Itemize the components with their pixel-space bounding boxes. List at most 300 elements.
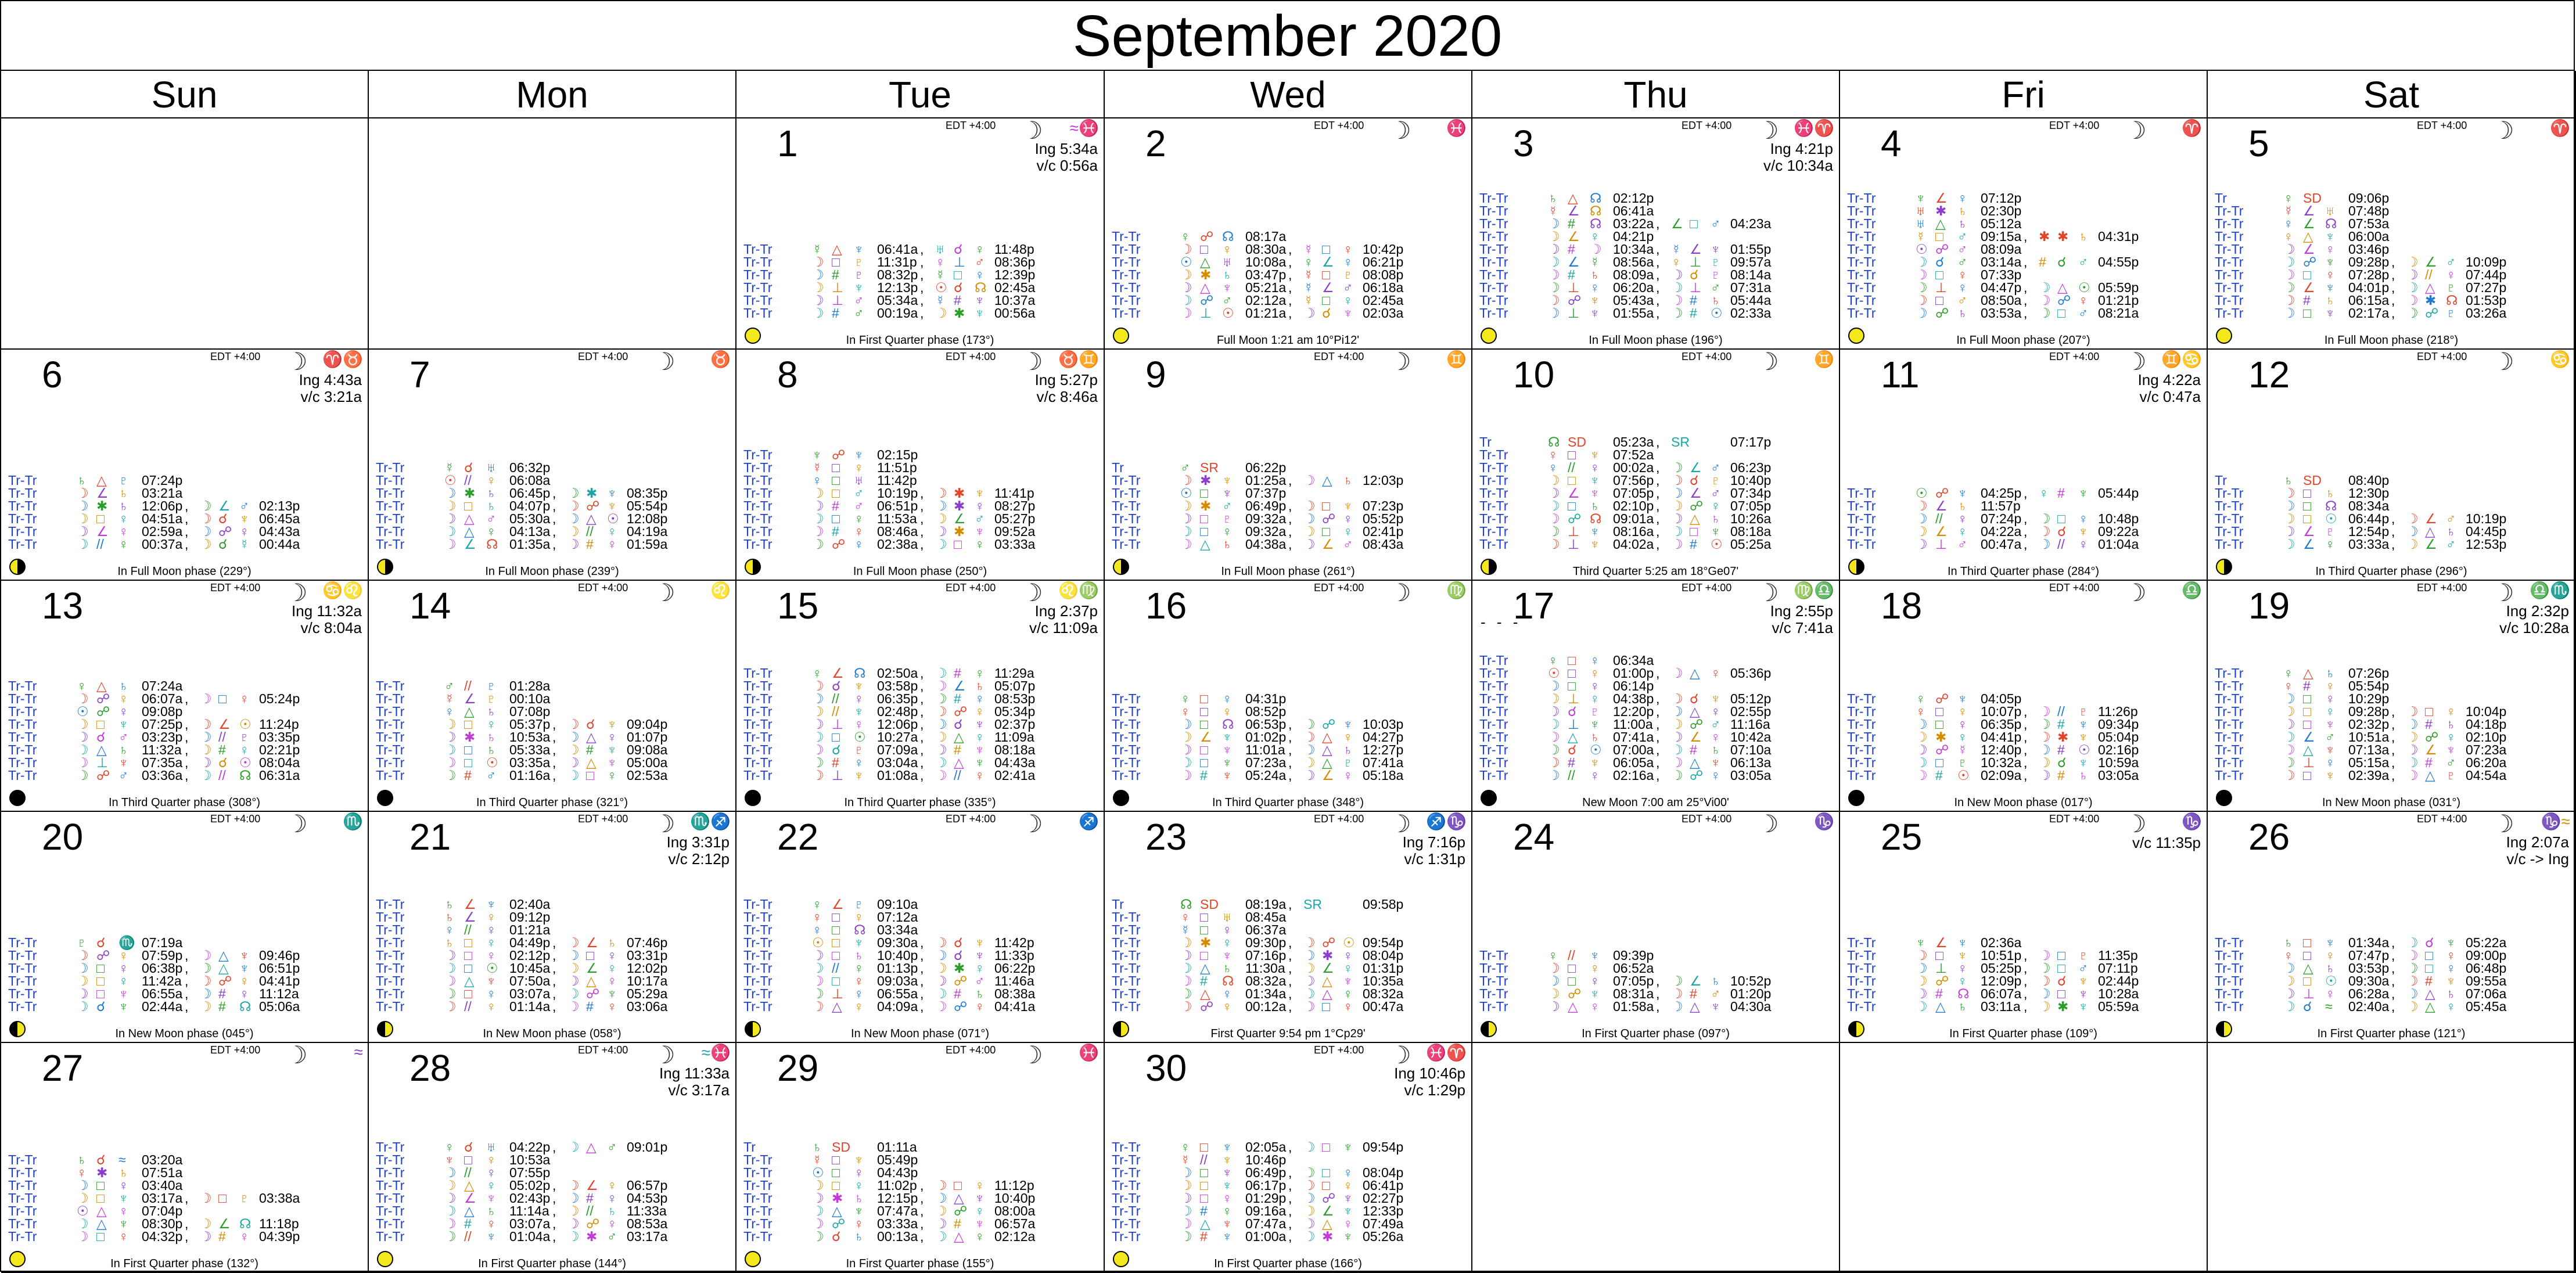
aspect-field: ☽ <box>2039 999 2051 1014</box>
aspect-field: ♀ <box>607 1216 617 1231</box>
aspect-field: ♆ <box>118 999 129 1014</box>
aspect-field: △ <box>832 1203 842 1218</box>
aspect-field: # <box>954 986 961 1001</box>
aspect-field: ♄ <box>2325 293 2336 308</box>
aspect-field: # <box>1568 216 1575 231</box>
aspect-field: ♆ <box>975 305 985 321</box>
void-of-course: v/c 0:47a <box>2139 388 2201 405</box>
aspect-row <box>1479 256 1828 268</box>
aspect-field: □ <box>1690 524 1698 539</box>
aspect-field: , <box>185 729 189 745</box>
aspect-field: ∠ <box>464 537 476 552</box>
aspect-field: ♆ <box>975 948 985 963</box>
ingress-time: Ing 4:22a <box>2137 371 2201 389</box>
aspect-field: ☽ <box>200 999 212 1014</box>
aspect-field: ♀ <box>607 999 617 1014</box>
aspect-row <box>2215 987 2563 1000</box>
aspect-row <box>1847 769 2196 782</box>
aspect-field: ☽ <box>812 486 824 501</box>
aspect-field: 02:40a <box>509 897 551 912</box>
aspect-field: , <box>2024 768 2028 783</box>
aspect-field: △ <box>2425 768 2435 783</box>
aspect-field: Tr-Tr <box>1112 986 1141 1001</box>
edt-label: EDT +4:00 <box>1682 813 1732 825</box>
aspect-field: ♀ <box>1303 254 1314 269</box>
aspect-field: 11:31p <box>877 254 917 269</box>
aspect-field: Tr-Tr <box>1479 190 1508 206</box>
aspect-field: ☌ <box>96 935 106 950</box>
aspect-row <box>2215 256 2563 268</box>
aspect-row <box>8 1230 357 1243</box>
aspect-field: ✱ <box>96 498 108 513</box>
aspect-field: 07:23p <box>1363 498 1404 513</box>
aspect-field: , <box>2024 280 2028 295</box>
aspect-field: ♀ <box>1343 511 1353 526</box>
aspect-field: ☽ <box>1548 305 1560 321</box>
aspect-field: 09:15a <box>1981 229 2022 244</box>
aspect-field: ♀ <box>1180 909 1191 925</box>
moon-glyph-icon: ☽ <box>286 581 308 606</box>
aspect-field: 12:33p <box>1363 1203 1404 1218</box>
aspect-field: ☽ <box>2406 986 2419 1001</box>
aspect-row <box>1479 692 1828 705</box>
aspect-field: ♇ <box>1711 473 1721 488</box>
aspect-field: ♅ <box>854 473 864 488</box>
aspect-field: ☽ <box>1671 498 1683 513</box>
aspect-field: , <box>920 280 924 295</box>
aspect-row <box>1479 461 1828 474</box>
aspect-field: △ <box>1690 666 1700 681</box>
aspect-field: △ <box>832 242 842 257</box>
aspect-row <box>8 679 357 692</box>
aspect-row <box>8 974 357 987</box>
aspect-field: , <box>1288 524 1292 539</box>
aspect-field: ☽ <box>812 305 824 321</box>
aspect-field: ♀ <box>1343 999 1353 1014</box>
aspect-row <box>376 1153 724 1166</box>
aspect-field: Tr-Tr <box>8 1191 37 1206</box>
aspect-field: ♇ <box>2446 305 2456 321</box>
aspect-field: 02:32p <box>2348 717 2390 732</box>
aspect-field: # <box>954 742 961 757</box>
aspect-field: Tr-Tr <box>1847 267 1876 282</box>
day-cell <box>736 812 1105 1043</box>
aspect-row <box>1112 538 1460 551</box>
aspect-field: Tr-Tr <box>2215 704 2244 719</box>
aspect-field: △ <box>832 999 842 1014</box>
aspect-field: ☉ <box>239 755 252 770</box>
aspect-field: ♀ <box>1957 729 1968 745</box>
aspect-field: 09:46p <box>259 948 300 963</box>
aspect-field: 00:10a <box>509 691 551 706</box>
aspect-field: 08:17a <box>1245 229 1287 244</box>
aspect-field: □ <box>1935 755 1943 770</box>
aspect-row <box>743 692 1092 705</box>
aspect-field: ☽ <box>567 768 580 783</box>
aspect-row <box>2215 268 2563 281</box>
aspect-field: ☌ <box>832 678 841 693</box>
moon-glyph-icon: ☽ <box>2492 812 2514 837</box>
moon-glyph-icon: ☽ <box>1021 350 1043 375</box>
aspect-field: ♀ <box>1222 1203 1233 1218</box>
aspect-field: ∠ <box>832 666 844 681</box>
aspect-field: ♀ <box>118 973 129 988</box>
moon-glyph-icon: ☽ <box>1389 118 1411 144</box>
aspect-field: 07:28p <box>2348 267 2390 282</box>
aspect-row <box>1847 204 2196 217</box>
aspect-field: 12:09p <box>1981 973 2022 988</box>
day-number: 6 <box>42 354 63 395</box>
aspect-field: ♀ <box>975 704 985 719</box>
aspect-field: , <box>920 486 924 501</box>
aspect-field: Tr-Tr <box>743 666 773 681</box>
aspect-field: ☉ <box>607 511 619 526</box>
aspect-field: ♄ <box>486 498 497 513</box>
aspect-field: ♂ <box>854 498 864 513</box>
aspect-field: , <box>1656 216 1660 231</box>
aspect-field: Tr-Tr <box>743 486 773 501</box>
aspect-row <box>2215 512 2563 525</box>
phase-text: In Full Moon phase (261°) <box>1221 565 1355 578</box>
aspect-field: , <box>1288 1191 1292 1206</box>
aspect-field: ♆ <box>1957 486 1968 501</box>
aspect-field: Tr-Tr <box>8 1165 37 1180</box>
aspect-field: ☍ <box>1200 293 1214 308</box>
aspect-row <box>2215 499 2563 512</box>
aspect-field: ☍ <box>1200 999 1214 1014</box>
aspect-field: 04:21p <box>1613 229 1654 244</box>
aspect-field: ☽ <box>2283 691 2295 706</box>
aspect-row <box>743 1000 1092 1013</box>
aspect-field: 08:53p <box>994 691 1036 706</box>
aspect-field: 10:27a <box>877 729 918 745</box>
aspect-field: ♀ <box>607 1191 617 1206</box>
aspect-field: ☍ <box>1322 935 1336 950</box>
aspect-field: Tr-Tr <box>743 305 773 321</box>
aspect-field: ♆ <box>2078 729 2089 745</box>
aspect-field: ☌ <box>2057 755 2067 770</box>
aspect-field: 08:08p <box>1363 267 1404 282</box>
aspect-field: Tr-Tr <box>8 1229 37 1244</box>
phase-text: In New Moon phase (045°) <box>115 1027 254 1040</box>
aspect-field: ♀ <box>2325 267 2336 282</box>
aspect-field: 09:32a <box>1245 511 1287 526</box>
aspect-field: ♆ <box>1222 1178 1233 1193</box>
aspect-field: # <box>832 498 839 513</box>
aspect-field: ☽ <box>444 1178 457 1193</box>
aspect-field: ♀ <box>2325 242 2336 257</box>
aspect-field: ♆ <box>1711 691 1721 706</box>
aspect-field: ♄ <box>486 704 497 719</box>
aspect-field: ♄ <box>854 948 864 963</box>
aspect-field: ♆ <box>1957 691 1968 706</box>
aspect-field: ♄ <box>1711 511 1721 526</box>
aspect-field: ♀ <box>2325 948 2336 963</box>
aspect-field: ♀ <box>1180 691 1191 706</box>
aspect-field: // <box>832 691 839 706</box>
aspect-field: □ <box>218 691 227 706</box>
aspect-field: ☽ <box>77 742 89 757</box>
aspect-row <box>1112 923 1460 936</box>
aspect-row <box>8 718 357 731</box>
moon-glyph-icon: ☽ <box>653 581 676 606</box>
aspect-row <box>2215 538 2563 551</box>
weekday-header-tue: Tue <box>736 71 1105 118</box>
aspect-field: ♀ <box>812 473 822 488</box>
aspect-row <box>1847 962 2196 974</box>
aspect-field: 06:35p <box>1981 717 2022 732</box>
aspect-row <box>2215 204 2563 217</box>
aspect-field: ∠ <box>1322 537 1334 552</box>
aspect-field: ♂ <box>1957 537 1968 552</box>
aspect-field: , <box>2024 486 2028 501</box>
aspect-field: Tr-Tr <box>1847 742 1876 757</box>
aspect-field: ∠ <box>1200 729 1212 745</box>
aspect-field: ♀ <box>2283 666 2294 681</box>
aspect-field: ☽ <box>935 691 947 706</box>
aspect-field: ✱ <box>954 305 965 321</box>
aspect-field: ☽ <box>1916 293 1928 308</box>
aspect-row <box>2215 192 2563 204</box>
aspect-field: Tr-Tr <box>1479 254 1508 269</box>
aspect-field: , <box>1288 267 1292 282</box>
aspect-row <box>743 679 1092 692</box>
aspect-field: ♀ <box>118 691 129 706</box>
aspect-field: ♄ <box>77 1152 87 1167</box>
aspect-field: Tr-Tr <box>1479 678 1508 693</box>
aspect-field: Tr-Tr <box>376 1152 405 1167</box>
aspect-field: , <box>920 524 924 539</box>
aspect-field: ☽ <box>1671 973 1683 988</box>
aspect-field: 06:22p <box>1245 460 1287 475</box>
aspect-field: ♆ <box>2325 935 2336 950</box>
aspect-field: ♆ <box>1916 935 1926 950</box>
aspect-field: 04:41a <box>994 999 1036 1014</box>
sign-glyph: ♋♌ <box>322 581 363 599</box>
aspect-field: Tr-Tr <box>1112 498 1141 513</box>
aspect-field: 11:02p <box>877 1178 917 1193</box>
aspect-field: 08:56a <box>1613 254 1654 269</box>
aspect-field: ☽ <box>2283 742 2295 757</box>
day-cell <box>1 118 369 350</box>
aspect-field: ☉ <box>486 755 498 770</box>
aspect-field: // <box>464 1165 472 1180</box>
aspect-field: Tr-Tr <box>8 691 37 706</box>
sign-glyph: ♓ <box>1446 119 1467 137</box>
aspect-field: , <box>2391 511 2395 526</box>
aspect-field: □ <box>1322 498 1330 513</box>
phase-text: Full Moon 1:21 am 10°Pi12' <box>1216 334 1360 347</box>
aspect-field: ☍ <box>586 498 600 513</box>
aspect-row <box>1112 962 1460 974</box>
aspect-field: Tr-Tr <box>376 1203 405 1218</box>
void-of-course: v/c 1:29p <box>1404 1081 1465 1099</box>
aspect-field: ☽ <box>2283 704 2295 719</box>
aspect-field: 12:03p <box>1363 473 1404 488</box>
aspect-field: ∠ <box>1935 935 1948 950</box>
aspect-field: ♀ <box>2283 948 2294 963</box>
aspect-field: ☿ <box>812 460 822 475</box>
aspect-field: ♆ <box>2325 229 2336 244</box>
aspect-row <box>743 949 1092 962</box>
aspect-field: ☽ <box>77 1178 89 1193</box>
aspect-field: , <box>552 948 556 963</box>
aspect-field: # <box>218 1229 226 1244</box>
aspect-field: // <box>218 768 226 783</box>
aspect-field: ⊥ <box>1568 305 1580 321</box>
aspect-field: ☽ <box>200 691 212 706</box>
aspect-field: 05:43a <box>1613 293 1654 308</box>
aspect-row <box>1479 538 1828 551</box>
aspect-field: ∠ <box>96 486 109 501</box>
aspect-field: 11:29a <box>994 666 1034 681</box>
aspect-field: □ <box>1935 267 1943 282</box>
aspect-field: ♆ <box>2078 524 2089 539</box>
aspect-field: △ <box>464 704 475 719</box>
aspect-field: ☍ <box>832 447 846 462</box>
aspect-field: ☍ <box>1690 717 1704 732</box>
aspect-field: # <box>586 999 594 1014</box>
aspect-field: 12:15p <box>877 1191 918 1206</box>
aspect-field: # <box>2425 973 2433 988</box>
aspect-field: Tr-Tr <box>1112 293 1141 308</box>
aspect-field: Tr-Tr <box>1479 473 1508 488</box>
aspect-field: △ <box>1322 1216 1332 1231</box>
aspect-field: Tr-Tr <box>1112 948 1141 963</box>
aspect-field: Tr-Tr <box>743 242 773 257</box>
aspect-field: ☿ <box>1548 203 1558 218</box>
aspect-field: ☽ <box>200 717 212 732</box>
aspect-field: ♀ <box>1590 973 1600 988</box>
aspect-field: ♀ <box>854 973 864 988</box>
aspect-field: , <box>185 691 189 706</box>
aspect-row <box>376 743 724 756</box>
aspect-field: 06:37a <box>1245 922 1287 937</box>
aspect-field: Tr-Tr <box>1479 267 1508 282</box>
aspect-field: # <box>2303 678 2311 693</box>
aspect-field: Tr-Tr <box>1112 1178 1141 1193</box>
aspect-field: Tr-Tr <box>376 897 405 912</box>
aspect-field: Tr-Tr <box>2215 961 2244 976</box>
aspect-field: Tr-Tr <box>376 1216 405 1231</box>
day-cell <box>2208 1043 2576 1273</box>
aspect-list <box>1112 898 1460 1013</box>
aspect-field: , <box>920 986 924 1001</box>
aspect-field: Tr-Tr <box>1479 293 1508 308</box>
aspect-field: # <box>2303 293 2311 308</box>
aspect-field: 04:13a <box>509 524 551 539</box>
day-number: 3 <box>1513 123 1534 164</box>
aspect-field: 03:33a <box>2348 537 2390 552</box>
aspect-field: 04:41p <box>1981 729 2022 745</box>
aspect-field: ☽ <box>77 999 89 1014</box>
aspect-field: 05:45a <box>2466 999 2507 1014</box>
aspect-row <box>376 756 724 769</box>
aspect-field: Tr-Tr <box>1847 254 1876 269</box>
day-number: 22 <box>777 816 819 858</box>
aspect-field: 01:11a <box>877 1139 917 1155</box>
aspect-field: ☍ <box>1935 691 1949 706</box>
aspect-row <box>1847 230 2196 243</box>
aspect-field: △ <box>954 1191 964 1206</box>
aspect-field: 11:48p <box>994 242 1034 257</box>
aspect-field: 02:27p <box>1363 1191 1404 1206</box>
aspect-field: Tr-Tr <box>1847 511 1876 526</box>
aspect-row <box>1112 1217 1460 1230</box>
aspect-field: 07:04p <box>142 1203 183 1218</box>
aspect-row <box>1112 974 1460 987</box>
aspect-field: ♂ <box>854 305 864 321</box>
aspect-field: ☉ <box>444 473 457 488</box>
aspect-field: # <box>1200 973 1208 988</box>
aspect-field: ♄ <box>2446 986 2456 1001</box>
aspect-field: ♂ <box>239 498 250 513</box>
aspect-field: ☽ <box>1303 1229 1316 1244</box>
aspect-field: ☽ <box>935 1191 947 1206</box>
aspect-field: ♂ <box>1180 460 1191 475</box>
aspect-field: ☽ <box>567 742 580 757</box>
aspect-field: ☽ <box>935 717 947 732</box>
aspect-field: □ <box>1200 511 1208 526</box>
aspect-field: ☌ <box>218 511 228 526</box>
aspect-field: ♀ <box>2283 216 2294 231</box>
day-cell <box>1 581 369 812</box>
aspect-field: , <box>2024 999 2028 1014</box>
aspect-field: ♇ <box>1711 254 1721 269</box>
aspect-field: ☽ <box>1303 537 1316 552</box>
aspect-field: ☽ <box>444 537 457 552</box>
aspect-field: ♀ <box>1590 666 1600 681</box>
aspect-field: ♅ <box>1916 203 1926 218</box>
aspect-field: Tr-Tr <box>1479 524 1508 539</box>
aspect-field: , <box>1656 691 1660 706</box>
aspect-field: , <box>920 935 924 950</box>
aspect-field: ☽ <box>2039 742 2051 757</box>
aspect-field: ✱ <box>2057 229 2069 244</box>
aspect-field: △ <box>586 729 597 745</box>
moon-glyph-icon: ☽ <box>1021 118 1043 144</box>
aspect-field: 11:26p <box>2098 704 2138 719</box>
aspect-field: ☽ <box>2406 254 2419 269</box>
aspect-field: ☊ <box>2446 293 2458 308</box>
aspect-field: ✱ <box>1200 498 1212 513</box>
aspect-row <box>1112 692 1460 705</box>
aspect-field: 05:21a <box>1245 280 1287 295</box>
aspect-row <box>1847 756 2196 769</box>
aspect-field: ♀ <box>1957 973 1968 988</box>
aspect-field: Tr-Tr <box>1479 961 1508 976</box>
aspect-field: Tr-Tr <box>376 973 405 988</box>
aspect-field: ☿ <box>1180 1152 1191 1167</box>
aspect-field: 01:28a <box>509 678 551 693</box>
aspect-field: ☽ <box>1548 704 1560 719</box>
aspect-row <box>743 718 1092 731</box>
day-cell <box>1105 118 1472 350</box>
aspect-field: ☊ <box>1590 190 1602 206</box>
aspect-row <box>2215 667 2563 679</box>
aspect-field: △ <box>1690 999 1700 1014</box>
aspect-field: □ <box>96 1178 105 1193</box>
aspect-field: ☽ <box>1180 986 1192 1001</box>
aspect-field: ♆ <box>1957 935 1968 950</box>
aspect-field: ☽ <box>2283 511 2295 526</box>
aspect-field: 06:17p <box>1245 1178 1287 1193</box>
aspect-field: 06:28a <box>2348 986 2390 1001</box>
aspect-field: ☽ <box>200 768 212 783</box>
aspect-field: □ <box>464 1152 472 1167</box>
aspect-field: ☽ <box>77 498 89 513</box>
day-cell <box>369 812 736 1043</box>
